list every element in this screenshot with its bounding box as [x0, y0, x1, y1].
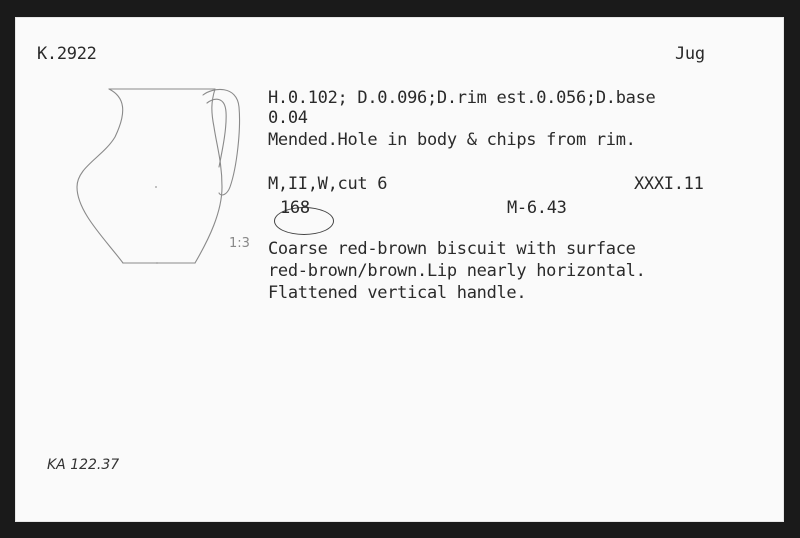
catalog-number: K.2922: [37, 44, 97, 64]
description-line-1: Coarse red-brown biscuit with surface: [268, 239, 636, 259]
context-label: M,II,W,cut 6: [268, 174, 388, 194]
handwritten-reference: KA 122.37: [47, 457, 120, 473]
catalog-card: [15, 17, 784, 522]
description-line-2: red-brown/brown.Lip nearly horizontal.: [268, 261, 646, 281]
condition-note: Mended.Hole in body & chips from rim.: [268, 130, 636, 150]
description-line-3: Flattened vertical handle.: [268, 283, 527, 303]
lot-number: 168: [280, 198, 310, 218]
plate-reference: XXXI.11: [634, 174, 704, 194]
drawing-scale: 1:3: [229, 236, 250, 251]
dimensions-line-2: 0.04: [268, 108, 308, 128]
object-type: Jug: [675, 44, 705, 64]
dimensions-line-1: H.0.102; D.0.096;D.rim est.0.056;D.base: [268, 88, 656, 108]
date-reference: M-6.43: [507, 198, 567, 218]
